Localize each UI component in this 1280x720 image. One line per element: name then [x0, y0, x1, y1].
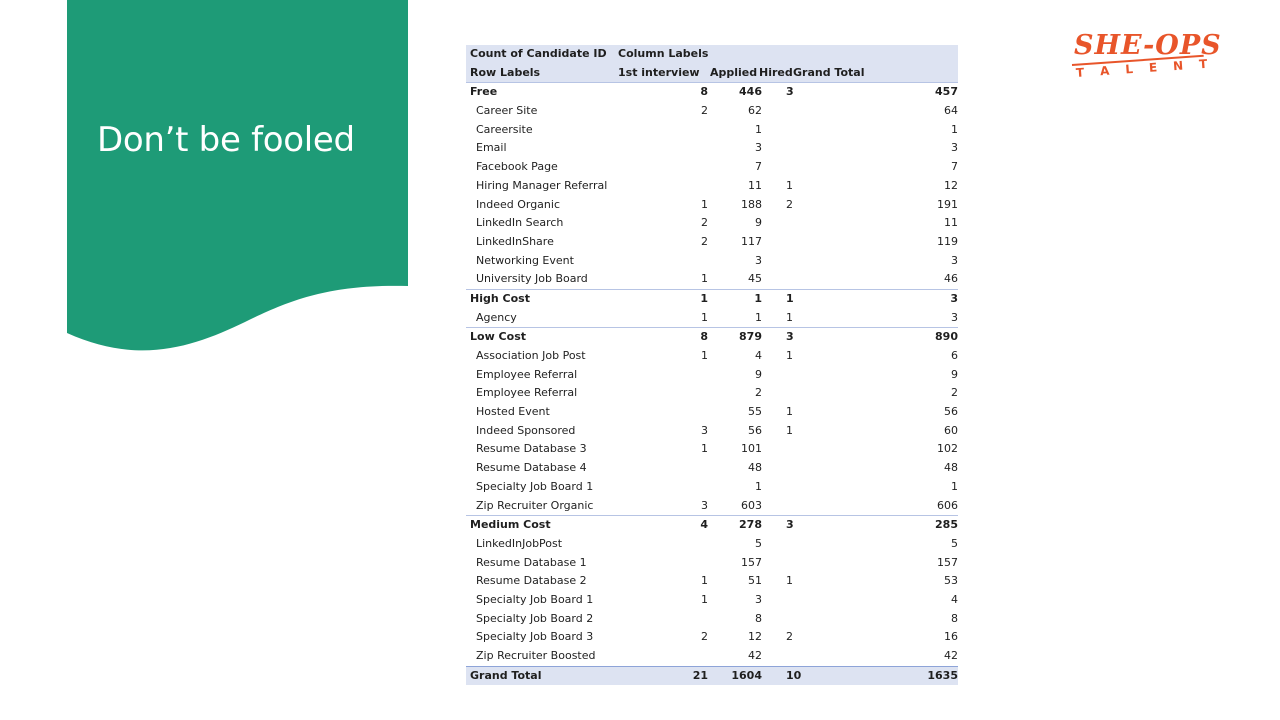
row-applied: 42 — [748, 649, 762, 662]
row-hired: 3 — [786, 518, 794, 532]
title-banner — [0, 0, 410, 360]
row-grand-total: 119 — [937, 234, 958, 248]
row-applied: 9 — [755, 367, 762, 381]
row-1st-interview: 1 — [701, 349, 708, 362]
header-1st-interview: 1st interview — [618, 65, 700, 79]
row-applied: 3 — [755, 141, 762, 155]
row-label: Facebook Page — [476, 160, 558, 174]
row-label: High Cost — [470, 291, 530, 305]
row-grand-total: 191 — [937, 197, 958, 211]
row-1st-interview: 1 — [701, 272, 708, 286]
row-1st-interview: 2 — [701, 234, 708, 248]
row-label: Low Cost — [470, 330, 526, 344]
table-row — [466, 422, 958, 441]
row-1st-interview: 2 — [701, 104, 708, 118]
header-count-label: Count of Candidate ID — [470, 47, 607, 60]
row-grand-total: 1 — [951, 479, 958, 493]
row-label: Indeed Sponsored — [476, 423, 576, 437]
row-label: Employee Referral — [476, 386, 578, 400]
row-label: University Job Board — [476, 272, 588, 286]
row-1st-interview: 1 — [701, 442, 708, 456]
table-row — [466, 270, 958, 289]
she-ops-talent-logo — [1070, 30, 1222, 88]
row-label: Zip Recruiter Organic — [476, 498, 594, 512]
table-row — [466, 384, 958, 403]
row-applied: 1 — [755, 310, 762, 324]
row-1st-interview: 1 — [700, 291, 708, 305]
row-grand-total: 5 — [951, 536, 958, 550]
grand-total-label: Grand Total — [470, 668, 542, 682]
header-row-labels: Row Labels — [470, 65, 541, 79]
grand-total-applied: 1604 — [731, 668, 762, 682]
row-label: Resume Database 4 — [476, 461, 587, 475]
row-label: Hiring Manager Referral — [476, 178, 608, 192]
row-applied: 2 — [755, 386, 762, 400]
row-applied: 51 — [748, 574, 762, 588]
header-hired: Hired — [759, 65, 793, 79]
row-1st-interview: 1 — [701, 310, 708, 324]
group-row — [466, 327, 958, 347]
logo-letter: A — [1099, 63, 1110, 79]
row-hired: 3 — [786, 330, 794, 344]
row-grand-total: 457 — [935, 85, 958, 99]
row-label: Association Job Post — [476, 349, 586, 362]
row-hired: 3 — [786, 85, 794, 99]
row-grand-total: 9 — [951, 367, 958, 381]
logo-letter: E — [1148, 60, 1158, 75]
group-row — [466, 515, 958, 535]
row-1st-interview: 8 — [700, 330, 708, 344]
header-grand-total: Grand Total — [793, 65, 865, 79]
row-label: Career Site — [476, 104, 538, 118]
table-row — [466, 214, 958, 233]
row-1st-interview: 1 — [701, 197, 708, 211]
row-applied: 1 — [755, 479, 762, 493]
row-1st-interview: 3 — [701, 423, 708, 437]
row-grand-total: 3 — [951, 310, 958, 324]
row-1st-interview: 8 — [700, 85, 708, 99]
row-grand-total: 42 — [944, 649, 958, 662]
row-hired: 1 — [786, 349, 793, 362]
grand-total-1st-interview: 21 — [692, 668, 708, 682]
row-label: Specialty Job Board 3 — [476, 630, 594, 644]
row-applied: 188 — [741, 197, 762, 211]
row-1st-interview: 3 — [701, 498, 708, 512]
row-applied: 12 — [748, 630, 762, 644]
row-applied: 446 — [739, 85, 762, 99]
table-row — [466, 196, 958, 215]
row-hired: 1 — [786, 574, 793, 588]
row-label: Specialty Job Board 1 — [476, 592, 594, 606]
row-applied: 278 — [739, 518, 762, 532]
logo-wordmark: SHE-OPS — [1074, 30, 1222, 61]
group-row — [466, 289, 958, 309]
table-row — [466, 347, 958, 366]
row-applied: 3 — [755, 253, 762, 267]
logo-letter: L — [1124, 62, 1134, 77]
row-label: Medium Cost — [470, 518, 551, 532]
row-grand-total: 56 — [944, 405, 958, 419]
row-applied: 9 — [755, 216, 762, 230]
table-row — [466, 158, 958, 177]
row-applied: 7 — [755, 160, 762, 174]
row-grand-total: 4 — [951, 592, 958, 606]
row-grand-total: 157 — [937, 555, 958, 569]
row-label: Resume Database 2 — [476, 574, 587, 588]
logo-letter: T — [1075, 65, 1085, 80]
table-row — [466, 572, 958, 591]
row-grand-total: 60 — [944, 423, 958, 437]
row-grand-total: 16 — [944, 630, 958, 644]
row-applied: 1 — [754, 291, 762, 305]
logo-letter: N — [1172, 58, 1184, 74]
table-row — [466, 252, 958, 271]
row-grand-total: 8 — [951, 611, 958, 625]
table-row — [466, 121, 958, 140]
row-grand-total: 1 — [951, 122, 958, 136]
row-1st-interview: 2 — [701, 630, 708, 644]
row-label: Networking Event — [476, 253, 574, 267]
row-grand-total: 12 — [944, 178, 958, 192]
logo-letter: T — [1198, 56, 1208, 72]
row-applied: 55 — [748, 405, 762, 419]
row-grand-total: 6 — [951, 349, 958, 362]
grand-total-hired: 10 — [786, 668, 802, 682]
row-applied: 5 — [755, 536, 762, 550]
row-grand-total: 102 — [937, 442, 958, 456]
row-label: Email — [476, 141, 507, 155]
row-hired: 2 — [786, 197, 793, 211]
row-label: Resume Database 1 — [476, 555, 587, 569]
table-row — [466, 102, 958, 121]
row-grand-total: 53 — [944, 574, 958, 588]
table-row — [466, 647, 958, 666]
row-grand-total: 7 — [951, 160, 958, 174]
table-row — [466, 233, 958, 252]
row-applied: 62 — [748, 104, 762, 118]
row-grand-total: 890 — [935, 330, 958, 344]
row-hired: 1 — [786, 310, 793, 324]
table-row — [466, 177, 958, 196]
banner-shape — [0, 0, 410, 360]
row-label: Zip Recruiter Boosted — [476, 649, 596, 662]
row-label: LinkedInShare — [476, 234, 554, 248]
row-hired: 2 — [786, 630, 793, 644]
table-row — [466, 366, 958, 385]
row-applied: 157 — [741, 555, 762, 569]
row-grand-total: 2 — [951, 386, 958, 400]
row-label: Hosted Event — [476, 405, 550, 419]
row-applied: 56 — [748, 423, 762, 437]
slide-title: Don’t be fooled — [97, 120, 355, 160]
row-label: Specialty Job Board 2 — [476, 611, 594, 625]
pivot-table — [466, 45, 958, 685]
row-applied: 3 — [755, 592, 762, 606]
row-applied: 879 — [739, 330, 762, 344]
row-label: Careersite — [476, 122, 533, 136]
table-row — [466, 535, 958, 554]
table-row — [466, 478, 958, 497]
row-applied: 1 — [755, 122, 762, 136]
pivot-header-row-1 — [466, 45, 958, 64]
row-label: Specialty Job Board 1 — [476, 479, 594, 493]
row-label: Indeed Organic — [476, 197, 560, 211]
row-grand-total: 11 — [944, 216, 958, 230]
row-grand-total: 64 — [944, 104, 958, 118]
table-row — [466, 440, 958, 459]
row-applied: 11 — [748, 178, 762, 192]
row-grand-total: 3 — [951, 253, 958, 267]
row-hired: 1 — [786, 423, 793, 437]
row-applied: 45 — [748, 272, 762, 286]
row-applied: 117 — [741, 234, 762, 248]
table-row — [466, 497, 958, 516]
grand-total-row — [466, 666, 958, 686]
row-grand-total: 3 — [951, 141, 958, 155]
pivot-header-row-2 — [466, 64, 958, 83]
row-1st-interview: 4 — [700, 518, 708, 532]
pivot-body — [466, 82, 958, 665]
grand-total-total: 1635 — [927, 668, 958, 682]
row-1st-interview: 2 — [701, 216, 708, 230]
row-applied: 48 — [748, 461, 762, 475]
table-row — [466, 459, 958, 478]
table-row — [466, 610, 958, 629]
row-hired: 1 — [786, 178, 793, 192]
row-grand-total: 48 — [944, 461, 958, 475]
group-row — [466, 82, 958, 102]
table-row — [466, 554, 958, 573]
table-row — [466, 309, 958, 328]
row-grand-total: 606 — [937, 498, 958, 512]
row-applied: 4 — [755, 349, 762, 362]
row-label: Free — [470, 85, 498, 99]
table-row — [466, 403, 958, 422]
header-applied: Applied — [710, 65, 758, 79]
row-label: LinkedInJobPost — [476, 536, 563, 550]
row-label: Agency — [476, 310, 517, 324]
row-label: LinkedIn Search — [476, 216, 564, 230]
table-row — [466, 139, 958, 158]
row-applied: 101 — [741, 442, 762, 456]
row-label: Employee Referral — [476, 367, 578, 381]
row-applied: 8 — [755, 611, 762, 625]
row-hired: 1 — [786, 405, 793, 419]
row-grand-total: 3 — [950, 291, 958, 305]
table-row — [466, 628, 958, 647]
row-hired: 1 — [786, 291, 794, 305]
row-label: Resume Database 3 — [476, 442, 587, 456]
row-applied: 603 — [741, 498, 762, 512]
row-grand-total: 285 — [935, 518, 958, 532]
row-1st-interview: 1 — [701, 574, 708, 588]
row-1st-interview: 1 — [701, 592, 708, 606]
table-row — [466, 591, 958, 610]
row-grand-total: 46 — [944, 272, 958, 286]
header-column-labels: Column Labels — [618, 47, 709, 60]
